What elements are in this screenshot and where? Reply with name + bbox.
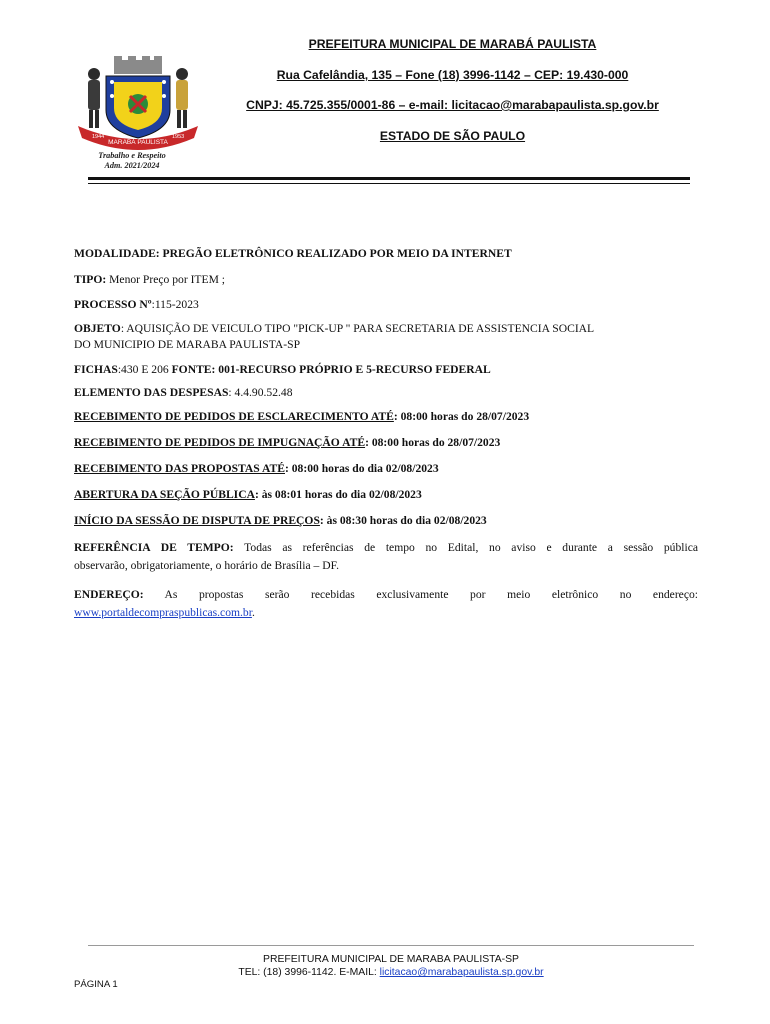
processo-line xyxy=(74,297,698,313)
referencia-text-line2: observarão, obrigatoriamente, o horário de Brasília – DF. xyxy=(74,559,340,572)
propostas-label: RECEBIMENTO DAS PROPOSTAS ATÉ xyxy=(74,462,285,475)
esclarecimento-label: RECEBIMENTO DE PEDIDOS DE ESCLARECIMENTO ATÉ xyxy=(74,410,394,423)
letterhead-cnpj-email: CNPJ: 45.725.355/0001-86 – e-mail: licitacao@marabapaulista.sp.gov.br xyxy=(246,98,659,112)
propostas-value: : 08:00 horas do dia 02/08/2023 xyxy=(285,462,439,475)
tipo-line xyxy=(74,272,698,288)
processo-label: PROCESSO Nº xyxy=(74,298,152,311)
coat-admin-term: Adm. 2021/2024 xyxy=(104,161,160,170)
esclarecimento-value: : 08:00 horas do 28/07/2023 xyxy=(393,410,530,423)
fichas-value: :430 E 206 xyxy=(117,363,172,376)
header-divider-thick xyxy=(88,177,690,180)
impugnacao-line xyxy=(74,435,698,451)
header-divider-thin xyxy=(88,183,690,184)
coat-left-figure xyxy=(88,68,100,128)
objeto-line xyxy=(74,321,698,337)
coat-year-left: 1944 xyxy=(92,134,105,140)
letterhead-address: Rua Cafelândia, 135 – Fone (18) 3996-1142 – CEP: 19.430-000 xyxy=(276,68,629,82)
referencia-text-line1: Todas as referências de tempo no Edital, no aviso e durante a sessão pública xyxy=(233,541,698,554)
endereco-text: As propostas serão recebidas exclusivamente por meio eletrônico no endereço: xyxy=(143,588,698,601)
abertura-value: : às 08:01 horas do dia 02/08/2023 xyxy=(254,488,422,501)
inicio-line xyxy=(74,513,698,529)
fonte-text: FONTE: 001-RECURSO PRÓPRIO E 5-RECURSO FEDERAL xyxy=(171,363,491,376)
coat-ribbon-text: MARABÁ PAULISTA xyxy=(108,139,168,146)
letterhead-municipality: PREFEITURA MUNICIPAL DE MARABÁ PAULISTA xyxy=(308,37,597,51)
inicio-value: : às 08:30 horas do dia 02/08/2023 xyxy=(319,514,487,527)
portal-link[interactable]: www.portaldecompraspublicas.com.br xyxy=(74,606,252,619)
elemento-value: : 4.4.90.52.48 xyxy=(228,386,293,399)
modalidade-line: MODALIDADE: PREGÃO ELETRÔNICO REALIZADO POR MEIO DA INTERNET xyxy=(74,247,512,260)
objeto-text-line2: DO MUNICIPIO DE MARABA PAULISTA-SP xyxy=(74,338,301,351)
objeto-label: OBJETO xyxy=(74,322,121,335)
abertura-line xyxy=(74,487,698,503)
letterhead-state: ESTADO DE SÃO PAULO xyxy=(379,129,526,143)
footer-contact xyxy=(88,966,694,979)
processo-value: :115-2023 xyxy=(151,298,199,311)
footer-email-link[interactable]: licitacao@marabapaulista.sp.gov.br xyxy=(379,967,544,978)
elemento-line xyxy=(74,385,698,401)
abertura-label: ABERTURA DA SEÇÃO PÚBLICA xyxy=(74,488,255,501)
referencia-label: REFERÊNCIA DE TEMPO: xyxy=(74,541,234,554)
endereco-end: . xyxy=(251,606,255,619)
municipal-coat-of-arms xyxy=(72,52,204,172)
fichas-label: FICHAS xyxy=(74,363,118,376)
footer-municipality: PREFEITURA MUNICIPAL DE MARABA PAULISTA-SP xyxy=(263,954,519,965)
esclarecimento-line xyxy=(74,409,698,425)
fichas-line xyxy=(74,362,698,378)
inicio-label: INÍCIO DA SESSÃO DE DISPUTA DE PREÇOS xyxy=(74,514,320,527)
tipo-label: TIPO: xyxy=(74,273,107,286)
impugnacao-label: RECEBIMENTO DE PEDIDOS DE IMPUGNAÇÃO ATÉ xyxy=(74,436,366,449)
elemento-label: ELEMENTO DAS DESPESAS xyxy=(74,386,229,399)
footer-phone: TEL: (18) 3996-1142. E-MAIL: xyxy=(238,967,380,978)
referencia-line1 xyxy=(74,540,698,556)
endereco-line2 xyxy=(74,605,698,621)
coat-right-figure xyxy=(176,68,188,128)
endereco-line1 xyxy=(74,587,698,603)
coat-year-right: 1953 xyxy=(172,134,185,140)
tipo-value: Menor Preço por ITEM ; xyxy=(106,273,226,286)
coat-shield xyxy=(106,76,170,138)
impugnacao-value: : 08:00 horas do 28/07/2023 xyxy=(365,436,501,449)
endereco-label: ENDEREÇO: xyxy=(74,588,144,601)
page-number: PÁGINA 1 xyxy=(74,979,118,990)
propostas-line xyxy=(74,461,698,477)
coat-crown xyxy=(114,56,162,74)
objeto-text-line1: : AQUISIÇÃO DE VEICULO TIPO "PICK-UP " PARA SECRETARIA DE ASSISTENCIA SOCIAL xyxy=(120,322,595,335)
coat-motto: Trabalho e Respeito xyxy=(98,151,166,160)
footer-divider xyxy=(88,945,694,946)
